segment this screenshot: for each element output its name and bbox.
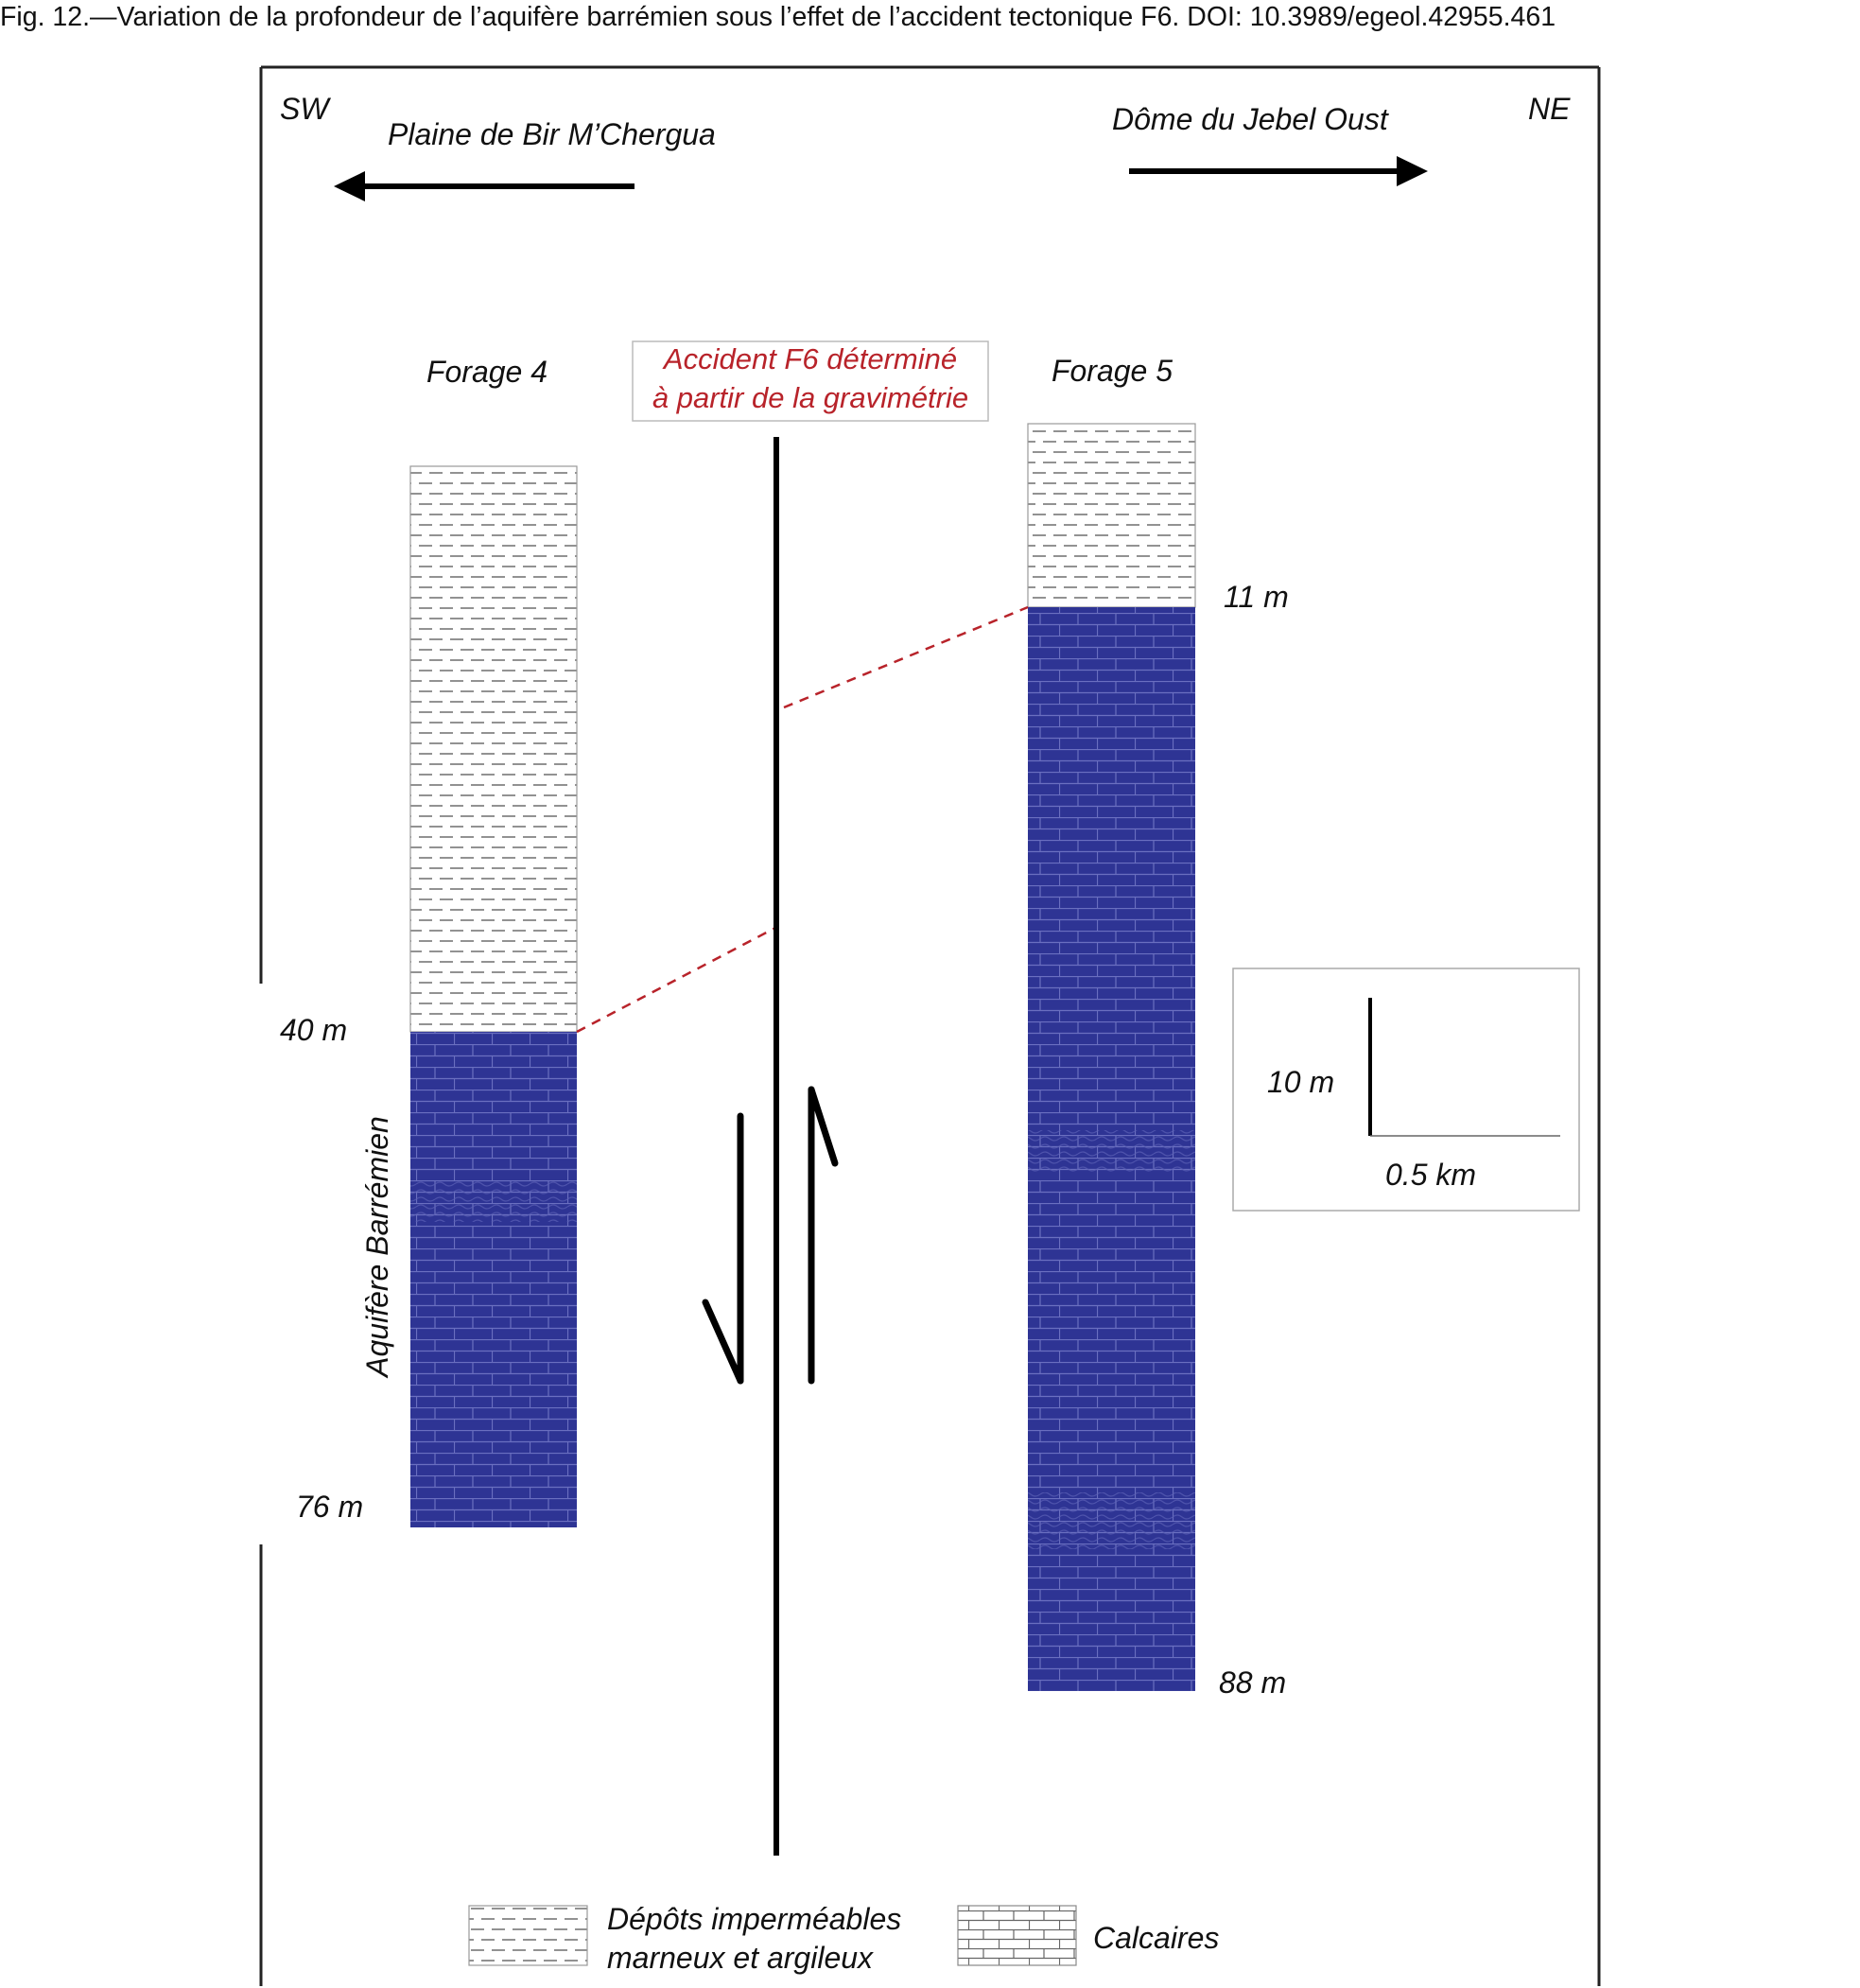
ne-label: NE [1528, 92, 1571, 126]
legend-limestone-swatch [958, 1906, 1076, 1965]
borehole-4-top-depth: 40 m [280, 1013, 348, 1047]
borehole-5-top-depth: 11 m [1224, 580, 1289, 614]
fault-movement-up-icon [811, 1090, 835, 1381]
legend-marl-line1: Dépôts imperméables [607, 1902, 902, 1936]
borehole-5-bottom-depth: 88 m [1219, 1665, 1287, 1700]
borehole-5-column [1028, 424, 1195, 1691]
borehole-4-name: Forage 4 [426, 355, 548, 389]
borehole-4-column [410, 466, 577, 1527]
arrow-left-icon [334, 171, 634, 201]
figure-caption: Fig. 12.—Variation de la profondeur de l’aquifère barrémien sous l’effet de l’accident tectonique F6. DOI: 10.3989/egeol.42955.461 [0, 2, 1556, 32]
borehole-5-marl-layer [1028, 424, 1195, 607]
horizontal-scale-label: 0.5 km [1385, 1158, 1477, 1192]
vertical-scale-label: 10 m [1267, 1065, 1335, 1099]
legend-marl-line2: marneux et argileux [607, 1941, 874, 1975]
legend [469, 1902, 1219, 1975]
borehole-4-bottom-depth: 76 m [296, 1490, 364, 1524]
sw-label: SW [280, 92, 329, 126]
fault-label-line1: Accident F6 déterminé [663, 342, 958, 375]
borehole-4-marl-layer [410, 466, 577, 1032]
borehole-5-name: Forage 5 [1051, 354, 1173, 388]
fault-label-line2: à partir de la gravimétrie [652, 381, 969, 414]
plain-label: Plaine de Bir M’Chergua [388, 117, 716, 151]
fault-movement-down-icon [705, 1116, 740, 1381]
arrow-right-icon [1129, 156, 1428, 186]
borehole-4-limestone-layer [410, 1032, 577, 1527]
legend-limestone-label: Calcaires [1093, 1921, 1220, 1955]
aquifer-label: Aquifère Barrémien [360, 1116, 394, 1377]
legend-marl-swatch [469, 1906, 587, 1965]
dome-label: Dôme du Jebel Oust [1112, 102, 1388, 136]
scale-box [1233, 968, 1579, 1211]
correlation-lines [577, 607, 1028, 1032]
